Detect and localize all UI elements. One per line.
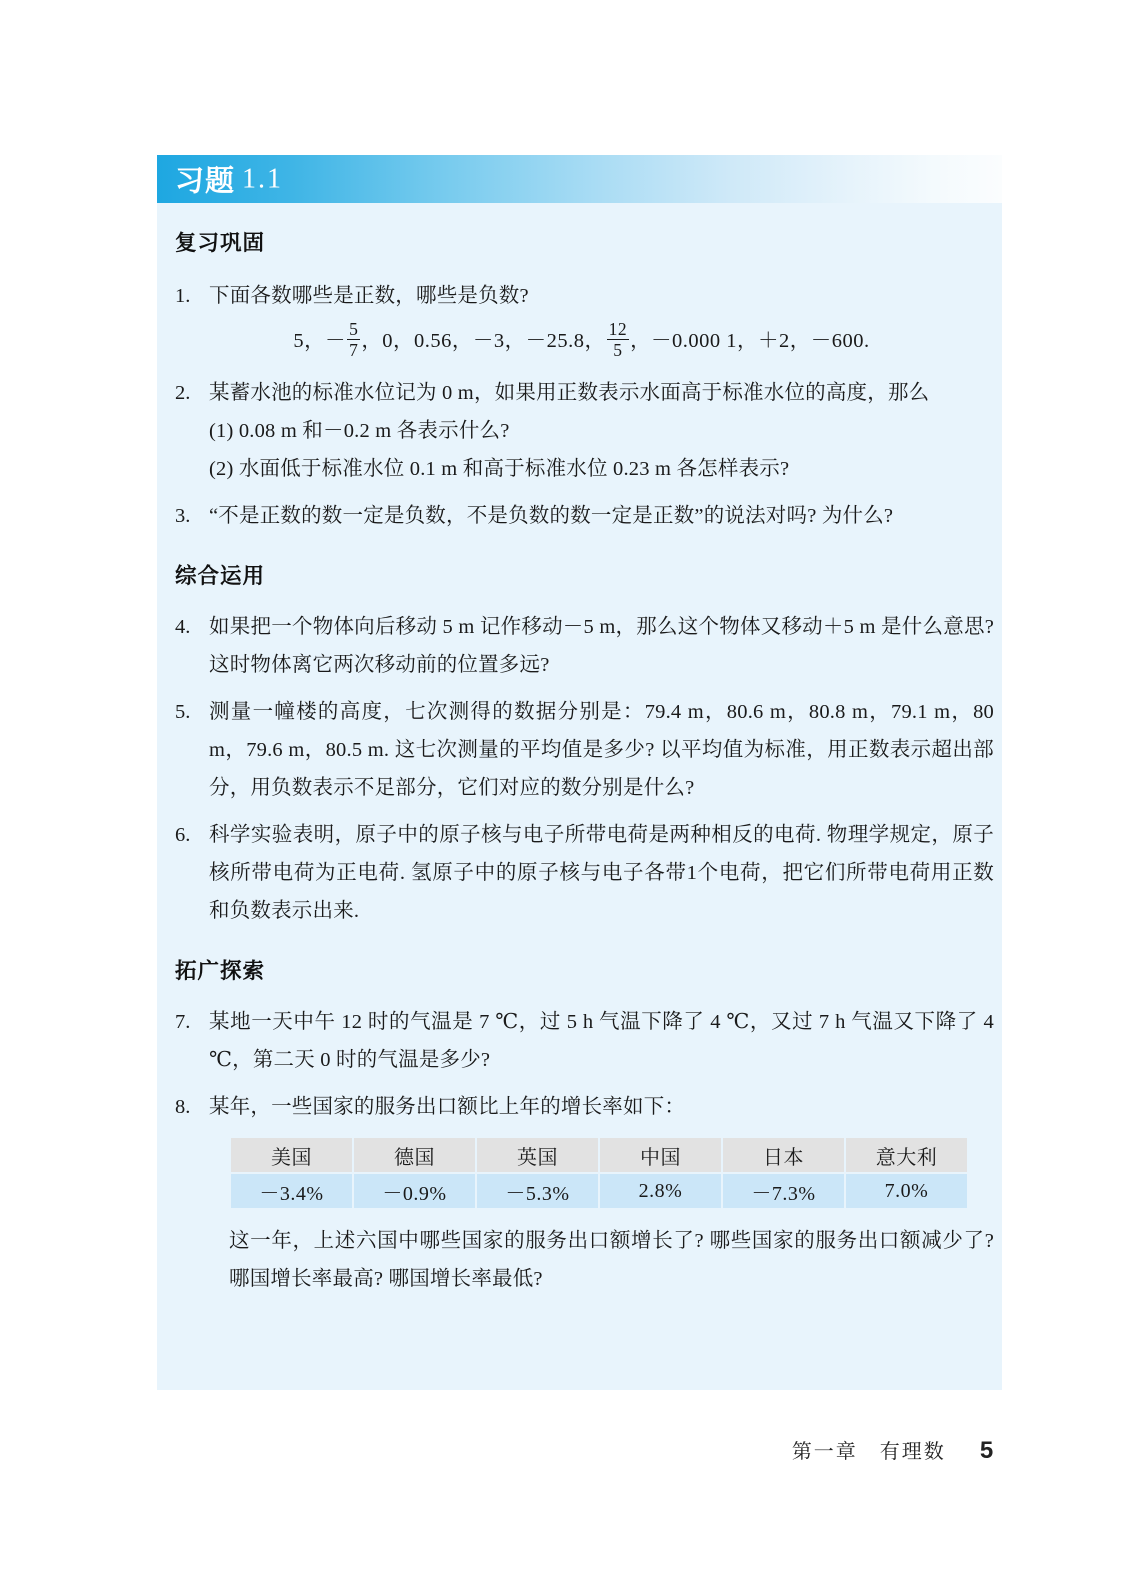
- table-body: [231, 1174, 967, 1208]
- problem-number-3: 3.: [175, 505, 191, 527]
- problem-item-3: [157, 497, 1002, 535]
- exercise-panel: [157, 155, 1002, 1390]
- exercise-title: [175, 159, 283, 200]
- problem-list-review: [157, 277, 1002, 535]
- section-heading-review: 复习巩固: [175, 231, 266, 255]
- problem-number-5: 5.: [175, 701, 191, 723]
- table-header-cell-usa: 美国: [231, 1138, 352, 1172]
- problem-item-5: [157, 693, 1002, 807]
- problem-text-1: 下面各数哪些是正数，哪些是负数?: [209, 285, 529, 307]
- table-cell-usa-value: －3.4%: [231, 1174, 352, 1208]
- problem-1-number-list: [209, 317, 994, 365]
- table-cell-japan-value: －7.3%: [723, 1174, 844, 1208]
- problem-item-1: [157, 277, 1002, 365]
- table-cell-china-value: 2.8%: [600, 1174, 721, 1208]
- math-prefix: 5，－: [293, 330, 347, 352]
- problem-item-2: [157, 374, 1002, 488]
- table-header-cell-japan: 日本: [723, 1138, 844, 1172]
- table-header-cell-italy: 意大利: [846, 1138, 967, 1172]
- section-heading-application: 综合运用: [175, 564, 266, 588]
- table-header-row: [231, 1138, 967, 1172]
- problem-list-exploration: [157, 1003, 1002, 1126]
- table-cell-uk-value: －5.3%: [477, 1174, 598, 1208]
- table-header-cell-uk: 英国: [477, 1138, 598, 1172]
- page-footer: [0, 1435, 1125, 1465]
- table-row: [231, 1174, 967, 1208]
- problem-item-4: [157, 608, 1002, 684]
- table-cell-germany-value: －0.9%: [354, 1174, 475, 1208]
- exercise-title-number: 1.1: [242, 163, 284, 194]
- section-heading-exploration: 拓广探索: [175, 959, 266, 983]
- problem-list-application: [157, 608, 1002, 930]
- problem-text-2: 某蓄水池的标准水位记为 0 m，如果用正数表示水面高于标准水位的高度，那么: [209, 382, 930, 404]
- problem-number-8: 8.: [175, 1096, 191, 1118]
- footer-page-number: 5: [979, 1437, 994, 1464]
- table-cell-italy-value: 7.0%: [846, 1174, 967, 1208]
- fraction-numerator: 5: [349, 319, 359, 340]
- problem-text-8: 某年，一些国家的服务出口额比上年的增长率如下：: [209, 1096, 686, 1118]
- problem-number-6: 6.: [175, 824, 191, 846]
- problem-text-5: 测量一幢楼的高度，七次测得的数据分别是：79.4 m，80.6 m，80.8 m，79.1 m，80 m，79.6 m，80.5 m. 这七次测量的平均值是多少? 以平均值为标准，用正数表示超出部分，用负数表示不足部分，它们对应的数分别是什么?: [209, 701, 994, 799]
- problem-2-sub-1: (1) 0.08 m 和－0.2 m 各表示什么?: [209, 420, 510, 442]
- problem-text-4: 如果把一个物体向后移动 5 m 记作移动－5 m，那么这个物体又移动＋5 m 是什么意思? 这时物体离它两次移动前的位置多远?: [209, 616, 994, 676]
- problem-text-6: 科学实验表明，原子中的原子核与电子所带电荷是两种相反的电荷. 物理学规定，原子核所带电荷为正电荷. 氢原子中的原子核与电子各带1个电荷，把它们所带电荷用正数和负数表示出来.: [209, 824, 994, 922]
- growth-rate-table: [229, 1136, 969, 1210]
- math-mid: ，0，0.56，－3，－25.8，: [361, 330, 606, 352]
- table-header-cell-germany: 德国: [354, 1138, 475, 1172]
- exercise-title-label: 习题: [175, 165, 236, 198]
- fraction-numerator: 12: [608, 319, 628, 340]
- problem-number-2: 2.: [175, 382, 191, 404]
- table-header: [231, 1138, 967, 1172]
- problem-number-4: 4.: [175, 616, 191, 638]
- problem-item-6: [157, 816, 1002, 930]
- growth-rate-table-wrapper: [157, 1136, 1002, 1210]
- fraction-denominator: 5: [613, 340, 623, 361]
- fraction-five-sevenths: [347, 320, 360, 359]
- fraction-denominator: 7: [349, 340, 359, 361]
- exercise-title-bar: [157, 155, 1002, 203]
- problem-number-7: 7.: [175, 1011, 191, 1033]
- problem-item-8: [157, 1088, 1002, 1126]
- problem-2-sub-2: (2) 水面低于标准水位 0.1 m 和高于标准水位 0.23 m 各怎样表示?: [209, 458, 790, 480]
- problem-text-7: 某地一天中午 12 时的气温是 7 ℃，过 5 h 气温下降了 4 ℃，又过 7 h 气温又下降了 4 ℃，第二天 0 时的气温是多少?: [209, 1011, 994, 1071]
- problem-item-7: [157, 1003, 1002, 1079]
- math-suffix: ，－0.000 1，＋2，－600.: [630, 330, 870, 352]
- problem-number-1: 1.: [175, 285, 191, 307]
- footer-chapter-label: 第一章 有理数: [791, 1441, 946, 1463]
- table-header-cell-china: 中国: [600, 1138, 721, 1172]
- problem-text-3: “不是正数的数一定是负数，不是负数的数一定是正数”的说法对吗? 为什么?: [209, 505, 894, 527]
- fraction-twelve-fifths: [607, 320, 630, 359]
- problem-8-follow-up-text: 这一年，上述六国中哪些国家的服务出口额增长了? 哪些国家的服务出口额减少了? 哪国增长率最高? 哪国增长率最低?: [229, 1230, 994, 1290]
- exercise-content: [157, 203, 1002, 1298]
